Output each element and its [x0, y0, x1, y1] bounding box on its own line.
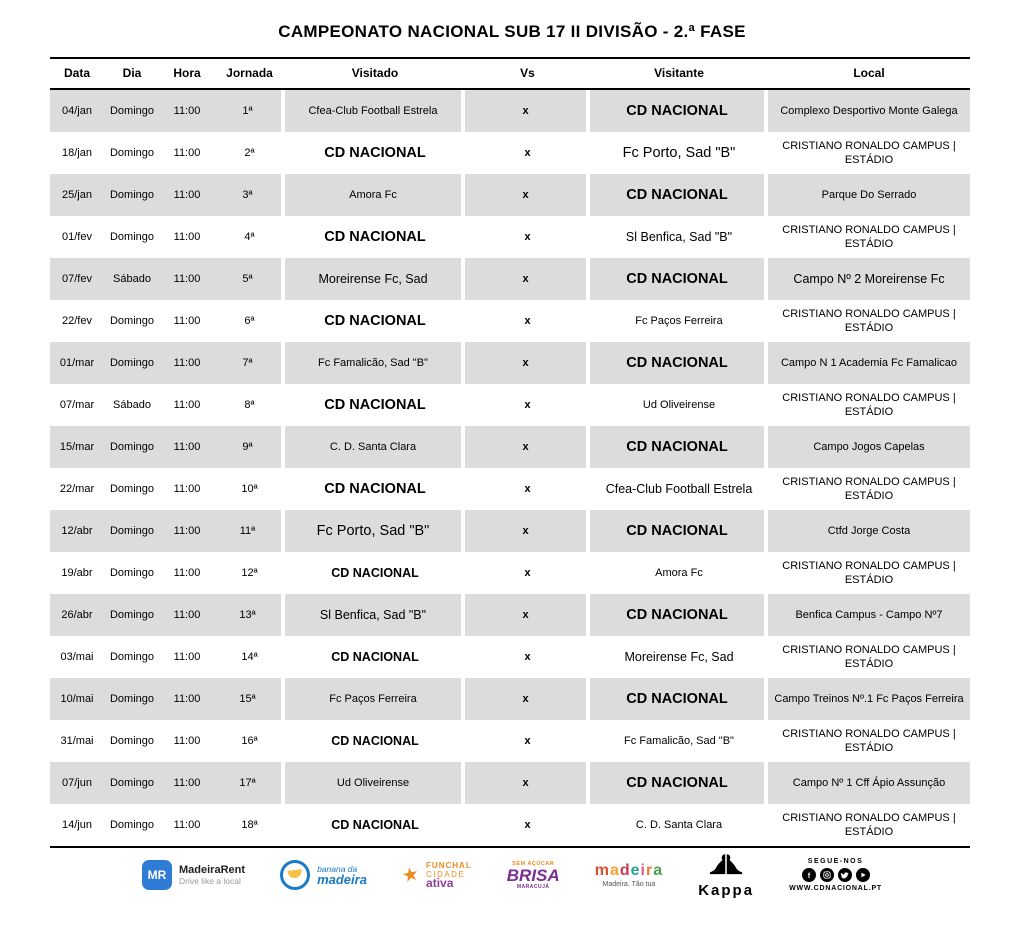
kappa-figures-icon	[703, 852, 749, 878]
match-time: 11:00	[173, 314, 201, 327]
funchal-cidade-ativa-logo	[402, 861, 472, 889]
match-weekday: Domingo	[104, 174, 160, 216]
match-date: 03/mai	[60, 650, 94, 663]
banana-logo-top: banana da	[317, 864, 358, 875]
match-time: 11:00	[160, 342, 214, 384]
away-team: Amora Fc	[655, 566, 703, 579]
match-date: 07/fev	[50, 258, 104, 300]
match-date: 22/fev	[62, 314, 92, 327]
follow-us-label: SEGUE-NOS	[807, 858, 864, 865]
match-round: 13ª	[214, 594, 285, 636]
vs-marker: x	[465, 174, 590, 216]
match-round: 1ª	[214, 90, 285, 132]
banana-da-madeira-logo	[280, 860, 367, 890]
match-time: 11:00	[160, 90, 214, 132]
match-time: 11:00	[160, 510, 214, 552]
home-team: Fc Porto, Sad "B"	[285, 510, 465, 552]
column-header-data: Data	[63, 65, 90, 80]
home-team: Fc Paços Ferreira	[285, 678, 465, 720]
away-team: CD NACIONAL	[590, 174, 768, 216]
venue: Campo Treinos Nº.1 Fc Paços Ferreira	[768, 678, 970, 720]
match-time: 11:00	[160, 678, 214, 720]
home-team: CD NACIONAL	[324, 480, 426, 497]
away-team: CD NACIONAL	[590, 90, 768, 132]
home-team: Sl Benfica, Sad "B"	[285, 594, 465, 636]
column-header-hora: Hora	[173, 65, 201, 80]
table-row	[50, 636, 970, 678]
match-weekday: Domingo	[109, 818, 155, 831]
match-date: 07/jun	[50, 762, 104, 804]
match-weekday: Domingo	[104, 426, 160, 468]
venue: Campo Nº 1 Cff Ápio Assunção	[768, 762, 970, 804]
match-weekday: Domingo	[109, 734, 155, 747]
table-row	[50, 300, 970, 342]
match-round: 14ª	[241, 650, 258, 663]
match-weekday: Domingo	[104, 678, 160, 720]
match-round: 5ª	[214, 258, 285, 300]
vs-marker: x	[524, 818, 531, 831]
vs-marker: x	[465, 762, 590, 804]
away-team: C. D. Santa Clara	[635, 818, 723, 831]
match-date: 25/jan	[50, 174, 104, 216]
vs-marker: x	[524, 650, 531, 663]
facebook-icon[interactable]	[802, 868, 816, 882]
table-body	[50, 90, 970, 848]
vs-marker: x	[524, 398, 531, 411]
home-team: Moreirense Fc, Sad	[285, 258, 465, 300]
venue: CRISTIANO RONALDO CAMPUS | ESTÁDIO	[782, 391, 956, 418]
instagram-icon[interactable]	[820, 868, 834, 882]
match-weekday: Domingo	[104, 510, 160, 552]
away-team: Sl Benfica, Sad "B"	[625, 229, 733, 244]
venue: CRISTIANO RONALDO CAMPUS | ESTÁDIO	[782, 475, 956, 502]
vs-marker: x	[524, 146, 531, 159]
match-round: 10ª	[241, 482, 258, 495]
table-row	[50, 678, 970, 720]
away-team: CD NACIONAL	[590, 762, 768, 804]
column-header-local: Local	[853, 65, 885, 80]
funchal-line1: FUNCHAL	[426, 861, 472, 871]
vs-marker: x	[465, 258, 590, 300]
table-row	[50, 804, 970, 846]
venue: CRISTIANO RONALDO CAMPUS | ESTÁDIO	[782, 559, 956, 586]
away-team: CD NACIONAL	[590, 678, 768, 720]
match-time: 11:00	[173, 650, 201, 663]
match-round: 11ª	[214, 510, 285, 552]
kappa-name: Kappa	[698, 882, 755, 899]
away-team: Cfea-Club Football Estrela	[605, 481, 753, 496]
match-time: 11:00	[173, 146, 201, 159]
match-round: 2ª	[244, 146, 255, 159]
home-team: Fc Famalicão, Sad "B"	[285, 342, 465, 384]
madeira-logo-word: madeira	[594, 861, 664, 879]
match-round: 4ª	[244, 230, 255, 243]
social-block	[789, 858, 882, 892]
brisa-name: BRISA	[506, 865, 560, 885]
match-time: 11:00	[173, 734, 201, 747]
banana-logo-bottom: madeira	[317, 872, 367, 888]
runner-star-icon: ★	[400, 862, 422, 888]
match-weekday: Domingo	[109, 566, 155, 579]
match-weekday: Domingo	[104, 342, 160, 384]
away-team: CD NACIONAL	[590, 258, 768, 300]
madeirarent-tagline: Drive like a local	[179, 876, 241, 887]
match-weekday: Domingo	[109, 650, 155, 663]
venue: CRISTIANO RONALDO CAMPUS | ESTÁDIO	[782, 811, 956, 838]
madeirarent-icon: MR	[142, 860, 172, 890]
match-date: 22/mar	[59, 482, 95, 495]
match-time: 11:00	[173, 566, 201, 579]
home-team: C. D. Santa Clara	[285, 426, 465, 468]
funchal-line2: CIDADE	[426, 870, 466, 880]
home-team: CD NACIONAL	[324, 312, 426, 329]
match-date: 14/jun	[62, 818, 92, 831]
match-time: 11:00	[173, 398, 201, 411]
venue: Campo N 1 Academia Fc Famalicao	[768, 342, 970, 384]
table-row	[50, 510, 970, 552]
match-weekday: Sábado	[113, 398, 151, 411]
match-round: 7ª	[214, 342, 285, 384]
venue: Parque Do Serrado	[768, 174, 970, 216]
table-row	[50, 468, 970, 510]
match-date: 01/fev	[62, 230, 92, 243]
twitter-icon[interactable]	[838, 868, 852, 882]
match-time: 11:00	[160, 174, 214, 216]
away-team: CD NACIONAL	[590, 426, 768, 468]
home-team: CD NACIONAL	[331, 649, 419, 664]
match-time: 11:00	[160, 594, 214, 636]
match-weekday: Domingo	[109, 230, 155, 243]
venue: CRISTIANO RONALDO CAMPUS | ESTÁDIO	[782, 727, 956, 754]
home-team: CD NACIONAL	[331, 565, 419, 580]
match-date: 01/mar	[50, 342, 104, 384]
match-time: 11:00	[160, 258, 214, 300]
venue: CRISTIANO RONALDO CAMPUS | ESTÁDIO	[782, 307, 956, 334]
match-round: 12ª	[241, 566, 258, 579]
table-row	[50, 594, 970, 636]
match-round: 6ª	[244, 314, 255, 327]
venue: Campo Nº 2 Moreirense Fc	[768, 258, 970, 300]
venue: Benfica Campus - Campo Nº7	[768, 594, 970, 636]
table-row	[50, 174, 970, 216]
home-team: CD NACIONAL	[324, 228, 426, 245]
venue: CRISTIANO RONALDO CAMPUS | ESTÁDIO	[782, 643, 956, 670]
away-team: CD NACIONAL	[590, 594, 768, 636]
vs-marker: x	[465, 426, 590, 468]
home-team: Ud Oliveirense	[285, 762, 465, 804]
away-team: Ud Oliveirense	[642, 398, 716, 411]
home-team: CD NACIONAL	[324, 144, 426, 161]
match-round: 17ª	[214, 762, 285, 804]
vs-marker: x	[524, 734, 531, 747]
table-row	[50, 762, 970, 804]
match-weekday: Domingo	[109, 482, 155, 495]
away-team: CD NACIONAL	[590, 510, 768, 552]
svg-text:f: f	[807, 871, 810, 879]
kappa-logo	[698, 852, 754, 898]
home-team: CD NACIONAL	[324, 396, 426, 413]
match-round: 18ª	[241, 818, 258, 831]
match-time: 11:00	[160, 762, 214, 804]
match-round: 15ª	[214, 678, 285, 720]
brisa-top-text: SEM AÇÚCAR	[512, 860, 555, 867]
column-header-visitado: Visitado	[351, 65, 399, 80]
match-date: 19/abr	[61, 566, 93, 579]
brisa-logo	[507, 861, 560, 890]
table-row	[50, 90, 970, 132]
match-round: 8ª	[244, 398, 255, 411]
venue: Complexo Desportivo Monte Galega	[768, 90, 970, 132]
sponsor-footer	[0, 852, 1024, 898]
match-time: 11:00	[173, 230, 201, 243]
match-time: 11:00	[173, 482, 201, 495]
table-row	[50, 216, 970, 258]
match-date: 04/jan	[50, 90, 104, 132]
match-time: 11:00	[160, 426, 214, 468]
column-header-dia: Dia	[122, 65, 142, 80]
home-team: CD NACIONAL	[331, 817, 419, 832]
match-weekday: Domingo	[109, 314, 155, 327]
table-row	[50, 426, 970, 468]
banana-icon	[280, 860, 310, 890]
vs-marker: x	[465, 90, 590, 132]
table-row	[50, 342, 970, 384]
match-round: 16ª	[241, 734, 258, 747]
youtube-icon[interactable]	[856, 868, 870, 882]
venue: CRISTIANO RONALDO CAMPUS | ESTÁDIO	[782, 139, 956, 166]
madeirarent-logo	[142, 860, 245, 890]
match-weekday: Domingo	[104, 594, 160, 636]
madeira-tourism-logo	[595, 863, 663, 888]
vs-marker: x	[524, 566, 531, 579]
match-date: 15/mar	[50, 426, 104, 468]
match-weekday: Sábado	[104, 258, 160, 300]
away-team: CD NACIONAL	[590, 342, 768, 384]
vs-marker: x	[465, 510, 590, 552]
table-row	[50, 720, 970, 762]
match-weekday: Domingo	[104, 762, 160, 804]
madeira-logo-tagline: Madeira. Tão tua	[602, 880, 656, 888]
table-row	[50, 258, 970, 300]
column-header-jornada: Jornada	[226, 65, 273, 80]
match-date: 18/jan	[62, 146, 92, 159]
website-url[interactable]: WWW.CDNACIONAL.PT	[789, 885, 882, 892]
home-team: Cfea-Club Football Estrela	[285, 90, 465, 132]
match-round: 3ª	[214, 174, 285, 216]
match-weekday: Domingo	[109, 146, 155, 159]
vs-marker: x	[465, 678, 590, 720]
match-date: 31/mai	[60, 734, 94, 747]
column-header-visitante: Visitante	[654, 65, 704, 80]
vs-marker: x	[465, 594, 590, 636]
table-header-row	[50, 57, 970, 90]
venue: Campo Jogos Capelas	[768, 426, 970, 468]
match-date: 07/mar	[59, 398, 95, 411]
home-team: Amora Fc	[285, 174, 465, 216]
match-time: 11:00	[173, 818, 201, 831]
venue: Ctfd Jorge Costa	[768, 510, 970, 552]
vs-marker: x	[465, 342, 590, 384]
away-team: Fc Famalicão, Sad "B"	[624, 734, 734, 747]
table-row	[50, 384, 970, 426]
match-date: 26/abr	[50, 594, 104, 636]
venue: CRISTIANO RONALDO CAMPUS | ESTÁDIO	[782, 223, 956, 250]
vs-marker: x	[524, 230, 531, 243]
home-team: CD NACIONAL	[331, 733, 419, 748]
away-team: Fc Porto, Sad "B"	[622, 144, 736, 161]
match-round: 9ª	[214, 426, 285, 468]
table-row	[50, 132, 970, 174]
match-date: 12/abr	[50, 510, 104, 552]
page-title: CAMPEONATO NACIONAL SUB 17 II DIVISÃO - 2.ª FASE	[278, 22, 746, 41]
funchal-line3: ativa	[426, 876, 454, 891]
vs-marker: x	[524, 482, 531, 495]
away-team: Moreirense Fc, Sad	[624, 649, 734, 664]
brisa-bottom-text: MARACUJÁ	[516, 883, 550, 890]
match-date: 10/mai	[50, 678, 104, 720]
column-header-vs: Vs	[520, 65, 535, 80]
madeirarent-name: MadeiraRent	[179, 863, 246, 876]
table-row	[50, 552, 970, 594]
schedule-table	[50, 57, 970, 848]
match-weekday: Domingo	[104, 90, 160, 132]
vs-marker: x	[524, 314, 531, 327]
away-team: Fc Paços Ferreira	[635, 314, 723, 327]
